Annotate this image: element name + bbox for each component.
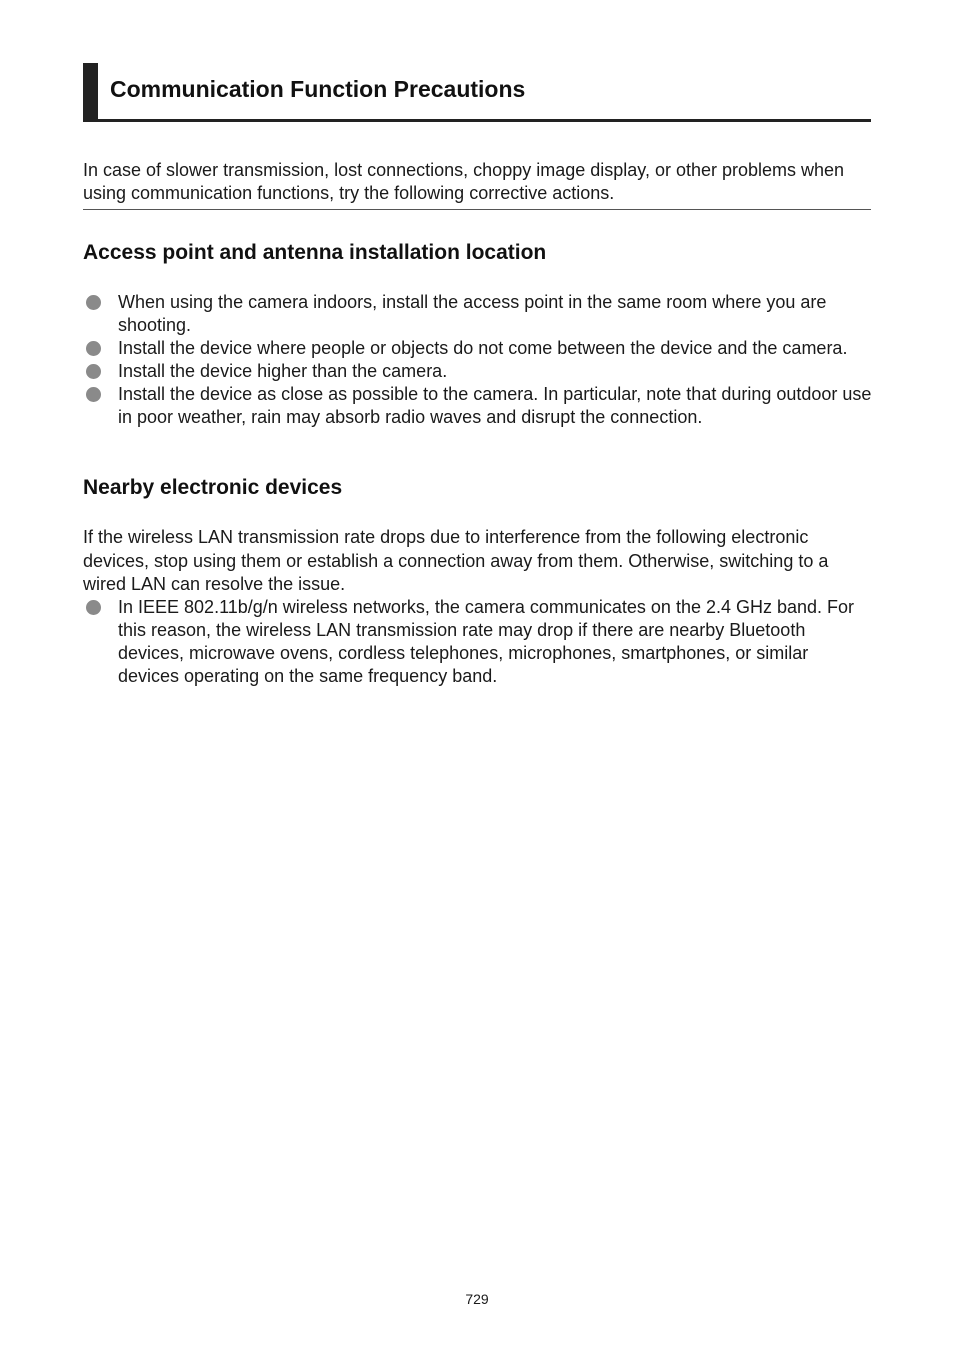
list-item [83,337,873,360]
section-heading-nearby-devices: Nearby electronic devices [83,476,343,499]
section-heading-access-point: Access point and antenna installation location [83,241,547,264]
bullet-icon [86,341,101,356]
list-item-text: Install the device where people or objects do not come between the device and the camera. [118,338,848,358]
page-number: 729 [465,1291,489,1307]
page-title: Communication Function Precautions [110,76,526,102]
list-item [83,383,873,429]
list-item [83,596,873,688]
bullet-icon [86,364,101,379]
divider [83,209,871,210]
list-item [83,360,873,383]
nearby-devices-list [83,596,873,688]
list-item-text: In IEEE 802.11b/g/n wireless networks, the camera communicates on the 2.4 GHz band. For this reason, the wireless LAN transmission rate may drop if there are nearby Bluetooth devices, microwave ovens, cordless telephones, microphones, smartphones, or similar devices operating on the same frequency band. [118,597,855,686]
bullet-icon [86,387,101,402]
bullet-icon [86,295,101,310]
list-item-text: Install the device as close as possible to the camera. In particular, note that during outdoor use in poor weather, rain may absorb radio waves and disrupt the connection. [118,384,872,427]
page-title-bar [83,63,871,122]
list-item [83,291,873,337]
intro-text: In case of slower transmission, lost connections, choppy image display, or other problems when using communication functions, try the following corrective actions. [83,160,845,203]
bullet-icon [86,600,101,615]
list-item-text: Install the device higher than the camera. [118,361,448,381]
title-marker [83,63,98,121]
access-point-list [83,291,873,429]
list-item-text: When using the camera indoors, install the access point in the same room where you are shooting. [118,292,827,335]
nearby-devices-paragraph: If the wireless LAN transmission rate drops due to interference from the following electronic devices, stop using them or establish a connection away from them. Otherwise, switching to a wired LAN can resolve the issue. [83,527,829,594]
